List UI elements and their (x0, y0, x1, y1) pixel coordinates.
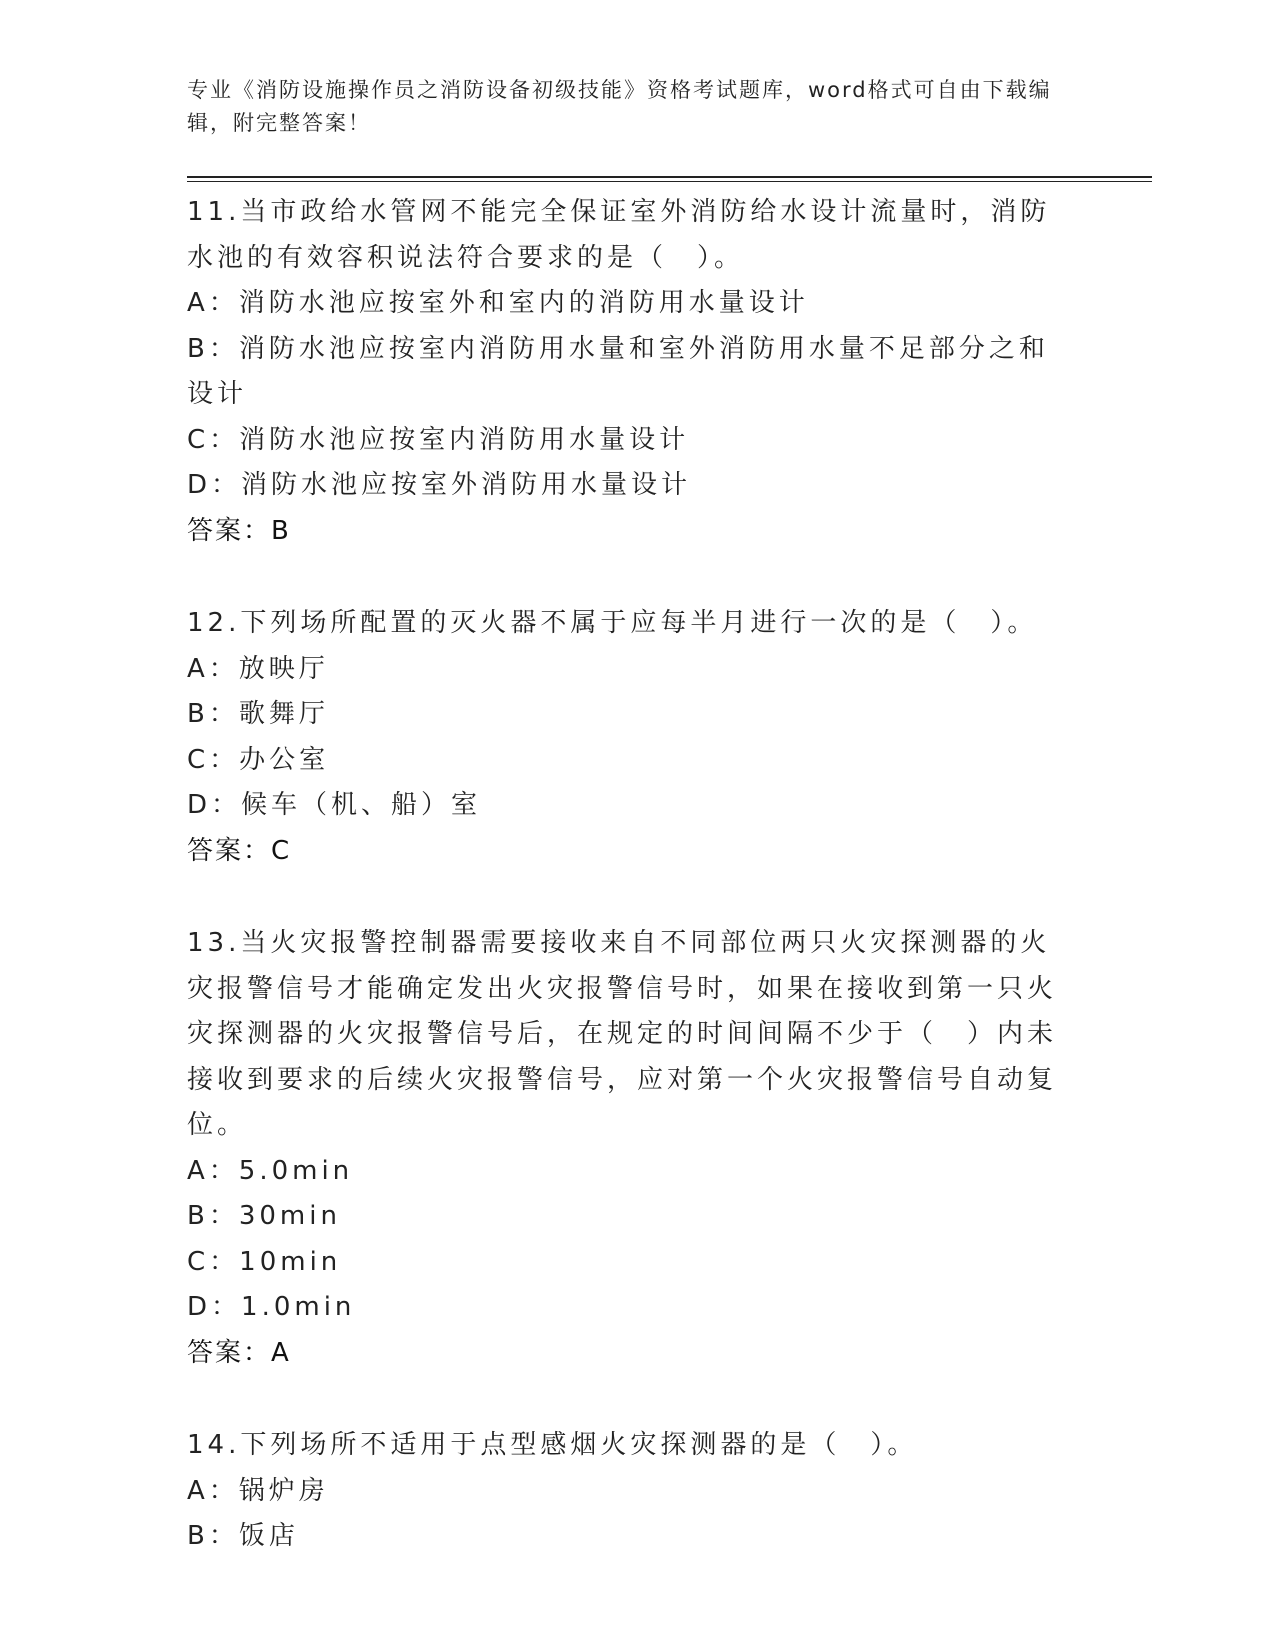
question-12 (187, 601, 1067, 874)
option-a: A：5.0min (187, 1155, 354, 1186)
option-d: D：1.0min (187, 1292, 356, 1322)
answer-text: 答案：B (187, 515, 291, 546)
question-14 (187, 1423, 1067, 1560)
header-divider-thin (187, 181, 1152, 182)
question-text: 12.下列场所配置的灭火器不属于应每半月进行一次的是（ ）。 (187, 608, 1038, 638)
option-b: B：消防水池应按室内消防用水量和室外消防用水量不足部分之和设计 (187, 333, 1049, 409)
option-c: C：10min (187, 1246, 342, 1277)
option-a: A：锅炉房 (187, 1475, 329, 1506)
option-a: A：放映厅 (187, 653, 329, 684)
option-b: B：饭店 (187, 1521, 299, 1551)
option-b: B：30min (187, 1201, 341, 1231)
option-d: D：候车（机、船）室 (187, 790, 482, 820)
question-list (187, 190, 1067, 1607)
question-text: 14.下列场所不适用于点型感烟火灾探测器的是（ ）。 (187, 1430, 918, 1460)
option-c: C：消防水池应按室内消防用水量设计 (187, 424, 690, 455)
question-text: 11.当市政给水管网不能完全保证室外消防给水设计流量时，消防水池的有效容积说法符合要求的是（ ）。 (187, 197, 1051, 273)
document-intro: 专业《消防设施操作员之消防设备初级技能》资格考试题库，word格式可自由下载编辑，附完整答案！ (187, 78, 1052, 135)
answer-text: 答案：C (187, 835, 292, 866)
question-11 (187, 190, 1067, 554)
answer-text: 答案：A (187, 1337, 291, 1368)
option-a: A：消防水池应按室外和室内的消防用水量设计 (187, 288, 809, 318)
question-text: 13.当火灾报警控制器需要接收来自不同部位两只火灾探测器的火灾报警信号才能确定发出火灾报警信号时，如果在接收到第一只火灾探测器的火灾报警信号后，在规定的时间间隔不少于（ ）内未接收到要求的后续火灾报警信号，应对第一个火灾报警信号自动复位。 (187, 928, 1058, 1140)
option-d: D：消防水池应按室外消防用水量设计 (187, 470, 692, 500)
question-13 (187, 921, 1067, 1376)
header-divider-thick (187, 176, 1152, 178)
option-b: B：歌舞厅 (187, 699, 329, 729)
option-c: C：办公室 (187, 744, 330, 775)
